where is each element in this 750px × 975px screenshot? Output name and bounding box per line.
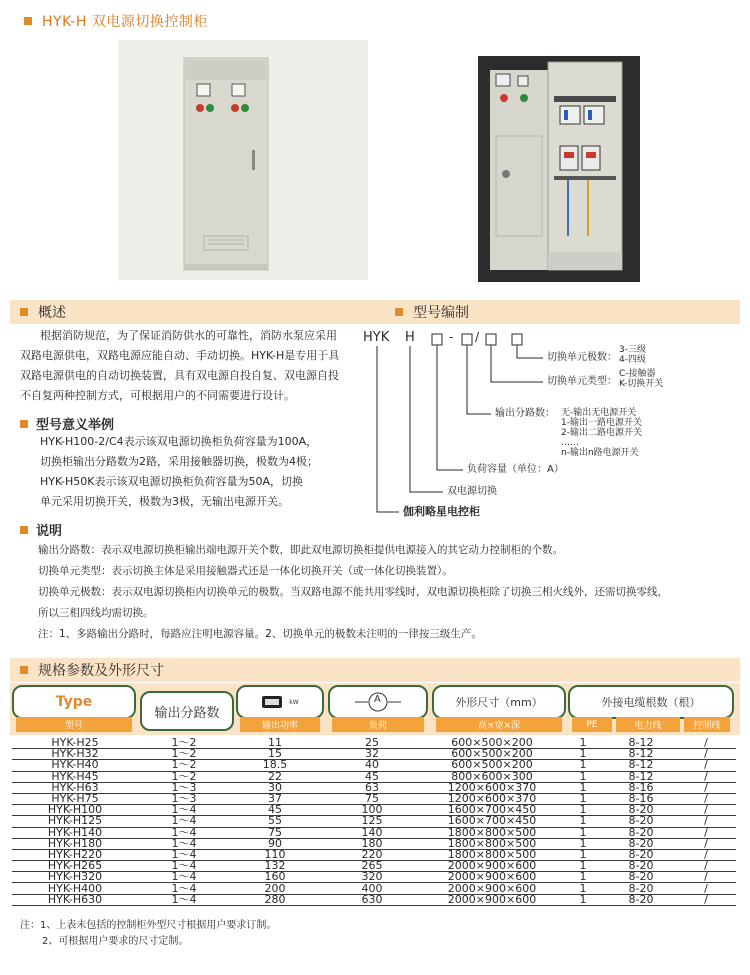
model-coding-square-icon <box>395 308 403 316</box>
code-separator-slash: / <box>475 330 480 344</box>
table-cell: 160 <box>230 872 320 883</box>
table-cell: HYK-H400 <box>12 883 138 894</box>
explanation-line: 注：1、多路输出分路时，每路应注明电源容量。2、切换单元的极数未注明的一律按三级生产。 <box>38 628 482 640</box>
table-cell: 63 <box>320 782 424 793</box>
table-cell: 1 <box>560 738 606 749</box>
poles-option: 3-三级 <box>619 345 646 355</box>
table-cell: 8-16 <box>606 782 676 793</box>
table-cell: 75 <box>320 793 424 804</box>
table-cell: 25 <box>320 738 424 749</box>
table-cell: / <box>676 749 736 760</box>
table-cell: 1200×600×370 <box>424 782 560 793</box>
table-cell: 22 <box>230 771 320 782</box>
table-cell: / <box>676 827 736 838</box>
explanation-heading: 说明 <box>36 524 63 539</box>
table-cell: 1800×800×500 <box>424 838 560 849</box>
table-cell: 8-20 <box>606 894 676 905</box>
code-h: H <box>405 330 415 345</box>
table-cell: / <box>676 793 736 804</box>
type-header <box>12 685 136 719</box>
explanation-line: 切换单元极数：表示双电源切换柜内切换单元的极数。当双路电源不能共用零线时，双电源切换柜除了切换三相火线外，还需切换零线， <box>38 586 668 598</box>
table-cell: 8-20 <box>606 827 676 838</box>
dim-header: 外形尺寸（mm） <box>432 685 566 719</box>
explanation-heading-row <box>20 520 62 539</box>
table-cell: HYK-H75 <box>12 793 138 804</box>
table-cell: HYK-H180 <box>12 838 138 849</box>
table-cell: 40 <box>320 760 424 771</box>
table-cell: 1600×700×450 <box>424 816 560 827</box>
table-cell: 8-20 <box>606 849 676 860</box>
table-cell: 8-20 <box>606 816 676 827</box>
table-cell: / <box>676 838 736 849</box>
model-coding-band <box>385 300 740 324</box>
table-cell: 200 <box>230 883 320 894</box>
type-label: 切换单元类型： <box>547 376 617 387</box>
specs-table-body <box>12 738 736 905</box>
table-cell: 8-20 <box>606 872 676 883</box>
explanation-paragraph <box>38 540 738 645</box>
overview-line: 根据消防规范，为了保证消防供水的可靠性，消防水泵应采用 <box>40 329 337 342</box>
table-cell: 1 <box>560 861 606 872</box>
cabinet-closed-photo <box>118 40 368 280</box>
table-row <box>12 894 736 905</box>
table-cell: 1 <box>560 805 606 816</box>
table-cell: 32 <box>320 749 424 760</box>
table-cell: 265 <box>320 861 424 872</box>
table-cell: 8-16 <box>606 793 676 804</box>
table-cell: 8-12 <box>606 760 676 771</box>
table-cell: 45 <box>320 771 424 782</box>
table-cell: 180 <box>320 838 424 849</box>
table-cell: 18.5 <box>230 760 320 771</box>
outputs-option: 1-输出一路电源开关 <box>561 418 642 428</box>
table-cell: / <box>676 782 736 793</box>
example-heading-row <box>20 414 114 433</box>
table-cell: 1～4 <box>138 805 230 816</box>
control-sub: 控制线 <box>684 717 730 732</box>
poles-options <box>619 345 646 365</box>
table-cell: 1～4 <box>138 838 230 849</box>
motor-icon <box>261 694 287 710</box>
table-cell: 1～2 <box>138 760 230 771</box>
model-coding-heading: 型号编制 <box>413 305 469 321</box>
cabinet-open-photo <box>478 56 640 282</box>
code-hyk: HYK <box>363 330 390 345</box>
table-cell: 1～4 <box>138 883 230 894</box>
table-cell: 1 <box>560 894 606 905</box>
outputs-options <box>561 408 642 458</box>
outputs-option: n-输出n路电源开关 <box>561 448 639 458</box>
example-line: 单元采用切换开关，极数为3极，无输出电源开关。 <box>40 495 289 508</box>
table-cell: HYK-H63 <box>12 782 138 793</box>
table-cell: 1～4 <box>138 849 230 860</box>
table-cell: 8-12 <box>606 738 676 749</box>
table-cell: 8-20 <box>606 805 676 816</box>
table-cell: 37 <box>230 793 320 804</box>
specs-heading: 规格参数及外形尺寸 <box>38 663 164 679</box>
amp-symbol: A <box>374 694 381 705</box>
table-cell: 1～4 <box>138 872 230 883</box>
specs-square-icon <box>20 666 28 674</box>
specs-table-header <box>10 683 740 735</box>
poles-option: 4-四级 <box>619 355 646 365</box>
specs-band <box>10 658 740 682</box>
table-cell: 1 <box>560 827 606 838</box>
table-cell: 320 <box>320 872 424 883</box>
table-cell: 1600×700×450 <box>424 805 560 816</box>
overview-line: 双路电源供电的自动切换装置，具有双电源自投自复、双电源自投 <box>20 369 339 382</box>
overview-heading: 概述 <box>38 305 66 321</box>
specs-note: 注：1、上表未包括的控制柜外型尺寸根据用户要求订制。 <box>20 920 277 931</box>
poles-label: 切换单元极数： <box>547 352 617 363</box>
table-cell: 1 <box>560 849 606 860</box>
example-line: HYK-H50K表示该双电源切换柜负荷容量为50A，切换 <box>40 475 304 488</box>
type-sub: 型号 <box>16 717 132 732</box>
table-cell: 8-20 <box>606 838 676 849</box>
table-cell: HYK-H265 <box>12 861 138 872</box>
explanation-line: 输出分路数：表示双电源切换柜输出端电源开关个数，即此双电源切换柜提供电源接入的其它动力控制柜的个数。 <box>38 544 563 556</box>
type-title: Type <box>55 694 93 710</box>
table-cell: 11 <box>230 738 320 749</box>
table-cell: / <box>676 738 736 749</box>
table-cell: 1 <box>560 816 606 827</box>
table-cell: 100 <box>320 805 424 816</box>
explanation-square-icon <box>20 526 28 534</box>
table-cell: 1 <box>560 771 606 782</box>
table-cell: 2000×900×600 <box>424 894 560 905</box>
outputs-option: …… <box>561 438 579 448</box>
table-cell: / <box>676 805 736 816</box>
header-square-icon <box>24 17 32 25</box>
table-cell: HYK-H140 <box>12 827 138 838</box>
specs-notes <box>20 918 276 950</box>
table-cell: 30 <box>230 782 320 793</box>
motor-sub: 输出功率 <box>240 717 320 732</box>
table-cell: 1 <box>560 793 606 804</box>
load-header <box>328 685 428 719</box>
table-cell: / <box>676 883 736 894</box>
table-cell: 2000×900×600 <box>424 883 560 894</box>
model-coding-diagram <box>363 326 748 526</box>
load-sub: 负荷 <box>332 717 424 732</box>
table-cell: 800×600×300 <box>424 771 560 782</box>
table-cell: 1800×800×500 <box>424 849 560 860</box>
overview-square-icon <box>20 308 28 316</box>
kw-unit: kW <box>289 698 299 706</box>
dual-label: 双电源切换 <box>447 486 497 497</box>
table-cell: 600×500×200 <box>424 749 560 760</box>
table-cell: 1 <box>560 782 606 793</box>
type-option: C-接触器 <box>619 369 656 379</box>
table-cell: 1～3 <box>138 793 230 804</box>
page-title: HYK-H 双电源切换控制柜 <box>42 14 208 30</box>
table-cell: / <box>676 771 736 782</box>
table-cell: 8-12 <box>606 749 676 760</box>
table-cell: 45 <box>230 805 320 816</box>
page-header <box>24 10 208 32</box>
table-cell: 1800×800×500 <box>424 827 560 838</box>
table-cell: / <box>676 872 736 883</box>
overview-line: 不自复两种控制方式，可根据用户的不同需要进行设计。 <box>20 389 295 402</box>
table-cell: 400 <box>320 883 424 894</box>
table-cell: / <box>676 849 736 860</box>
table-cell: 1～4 <box>138 861 230 872</box>
table-cell: 15 <box>230 749 320 760</box>
dim-sub: 高×宽×深 <box>436 717 562 732</box>
example-square-icon <box>20 420 28 428</box>
table-cell: 1～3 <box>138 782 230 793</box>
table-cell: 630 <box>320 894 424 905</box>
example-line: 切换柜输出分路数为2路，采用接触器切换，极数为4极； <box>40 455 318 468</box>
table-cell: 1～4 <box>138 894 230 905</box>
table-cell: 1200×600×370 <box>424 793 560 804</box>
table-cell: 1 <box>560 838 606 849</box>
table-cell: 220 <box>320 849 424 860</box>
explanation-line: 切换单元类型：表示切换主体是采用接触器式还是一体化切换开关（或一体化切换装置）。 <box>38 565 453 577</box>
overview-line: 双路电源供电，双路电源应能自动、手动切换。HYK-H是专用于具 <box>20 349 340 362</box>
table-cell: 55 <box>230 816 320 827</box>
table-cell: 8-12 <box>606 771 676 782</box>
overview-band <box>10 300 385 324</box>
table-cell: 132 <box>230 861 320 872</box>
table-cell: 1～4 <box>138 816 230 827</box>
outputs-option: 无-输出无电源开关 <box>561 408 637 418</box>
table-cell: 140 <box>320 827 424 838</box>
table-cell: / <box>676 861 736 872</box>
table-cell: HYK-H40 <box>12 760 138 771</box>
table-cell: 1～2 <box>138 771 230 782</box>
load-label: 负荷容量（单位：A） <box>467 464 564 475</box>
maker-label: 伽利略星电控柜 <box>403 505 480 518</box>
table-cell: 280 <box>230 894 320 905</box>
table-cell: HYK-H220 <box>12 849 138 860</box>
table-cell: 600×500×200 <box>424 760 560 771</box>
table-cell: HYK-H320 <box>12 872 138 883</box>
example-line: HYK-H100-2/C4表示该双电源切换柜负荷容量为100A， <box>40 435 318 448</box>
table-cell: / <box>676 816 736 827</box>
table-cell: HYK-H45 <box>12 771 138 782</box>
outputs-label: 输出分路数： <box>495 408 555 419</box>
table-cell: / <box>676 894 736 905</box>
table-cell: 125 <box>320 816 424 827</box>
code-separator-dash: - <box>449 330 454 344</box>
table-cell: 110 <box>230 849 320 860</box>
table-cell: 8-20 <box>606 883 676 894</box>
table-cell: 600×500×200 <box>424 738 560 749</box>
specs-note: 2、可根据用户要求的尺寸定制。 <box>42 936 189 947</box>
type-option: K-切换开关 <box>619 379 664 389</box>
table-cell: HYK-H100 <box>12 805 138 816</box>
table-cell: HYK-H25 <box>12 738 138 749</box>
overview-paragraph <box>20 326 360 406</box>
pe-sub: PE <box>572 717 612 732</box>
table-cell: 1～2 <box>138 749 230 760</box>
table-cell: 1～2 <box>138 738 230 749</box>
cable-header: 外接电缆根数（根） <box>568 685 734 719</box>
power-sub: 电力线 <box>616 717 680 732</box>
explanation-line: 所以三相四线均需切换。 <box>38 607 154 619</box>
table-cell: 1 <box>560 749 606 760</box>
outputs-option: 2-输出二路电源开关 <box>561 428 642 438</box>
table-cell: HYK-H32 <box>12 749 138 760</box>
table-cell: HYK-H125 <box>12 816 138 827</box>
specs-table <box>12 738 736 906</box>
table-cell: 90 <box>230 838 320 849</box>
example-heading: 型号意义举例 <box>36 418 115 433</box>
outputs-header: 输出分路数 <box>140 691 234 731</box>
table-cell: 2000×900×600 <box>424 872 560 883</box>
motor-header <box>236 685 324 719</box>
example-paragraph <box>20 432 365 512</box>
table-cell: 1 <box>560 883 606 894</box>
table-cell: 1～4 <box>138 827 230 838</box>
type-options <box>619 369 663 389</box>
table-cell: 75 <box>230 827 320 838</box>
table-cell: / <box>676 760 736 771</box>
table-cell: 2000×900×600 <box>424 861 560 872</box>
table-cell: 8-20 <box>606 861 676 872</box>
table-cell: HYK-H630 <box>12 894 138 905</box>
table-cell: 1 <box>560 760 606 771</box>
table-cell: 1 <box>560 872 606 883</box>
